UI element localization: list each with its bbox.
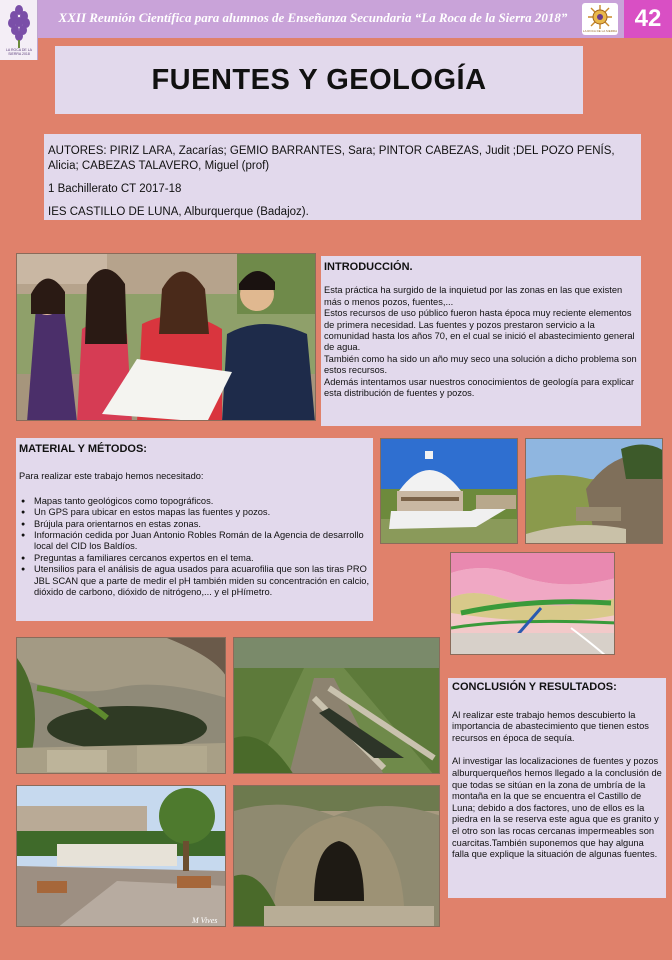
introduction-heading: INTRODUCCIÓN.: [324, 261, 413, 273]
students-photo: [16, 253, 316, 421]
dome-well-photo: [380, 438, 518, 544]
rock-pool-photo: [16, 637, 226, 774]
left-logo-text: LA ROCA DE LA SIERRA 2018: [5, 48, 33, 56]
lavender-icon: [4, 4, 34, 48]
right-logo-text: LA ROCA DE LA SIERRA: [582, 29, 618, 33]
plaza-photo: [16, 785, 226, 927]
geological-map: [450, 552, 615, 655]
conclusion-section: [448, 678, 666, 898]
list-item: ● Utensilios para el análisis de agua usados para acuarofilia que son las tiras PRO JBL SCAN que a parte de medir el pH también miden su concentración en calcio, dióxido de carbono, dióxido de nitrógeno,... y el pHímetro.: [19, 564, 370, 598]
conclusion-heading: CONCLUSIÓN Y RESULTADOS:: [452, 681, 617, 693]
roca-logo: [582, 3, 618, 35]
stone-well-photo: [233, 785, 440, 927]
methods-list: [19, 496, 370, 599]
authors-line: AUTORES: PIRIZ LARA, Zacarías; GEMIO BARRANTES, Sara; PINTOR CABEZAS, Judit ;DEL POZO PENÍS, Alicia; CABEZAS TALAVERO, Miguel (prof): [48, 145, 615, 172]
stone-trough-photo: [233, 637, 440, 774]
introduction-paragraph: También como ha sido un año muy seco una solución a dicho problema son estos recursos.: [324, 353, 637, 376]
list-item: ● Un GPS para ubicar en estos mapas las fuentes y pozos.: [19, 507, 370, 518]
conclusion-paragraph: Al investigar las localizaciones de fuentes y pozos alburquerqueños hemos llegado a la conclusión de que todas se sitúan en la zona de umbría de la montaña en la que se encuentra el Castillo de Luna; debido a dos factores, uno de ellos es la piedra en la se reserva este agua que es granito y el otro son las rocas cercanas impermeables son cuarcitas.También suponemos que hay alguna falla que explique la situación de algunas fuentes.: [452, 756, 662, 860]
rock-fountain-photo: [525, 438, 663, 544]
page-number-badge: 42: [624, 0, 672, 38]
list-item: ● Mapas tanto geológicos como topográficos.: [19, 496, 370, 507]
introduction-section: [321, 256, 641, 426]
poster-title-box: [55, 46, 583, 114]
introduction-paragraph: Además intentamos usar nuestros conocimientos de geología para explicar esta distribución de fuentes y pozos.: [324, 376, 635, 399]
lavender-logo: [0, 0, 38, 60]
introduction-paragraph: Esta práctica ha surgido de la inquietud por las zonas en las que existen más o menos pozos, fuentes,...: [324, 285, 623, 307]
introduction-paragraph: Estos recursos de uso público fueron hasta época muy reciente elementos de primera necesidad. Las fuentes y pozos prestaron servicio a la comunidad hasta los años 70, en el cual se inició el abastecimiento general de agua.: [324, 308, 635, 353]
authors-box: [44, 134, 641, 220]
conference-title: XXII Reunión Científica para alumnos de Enseñanza Secundaria “La Roca de la Sierra 2018”: [58, 10, 568, 25]
header-bar: [0, 0, 672, 38]
methods-heading: MATERIAL Y MÉTODOS:: [19, 443, 147, 455]
list-item: ● Preguntas a familiares cercanos expertos en el tema.: [19, 553, 370, 564]
sun-emblem-icon: [582, 3, 618, 31]
list-item: ● Brújula para orientarnos en estas zonas.: [19, 519, 370, 530]
list-item: ● Información cedida por Juan Antonio Robles Román de la Agencia de desarrollo local del CID los Baldíos.: [19, 530, 370, 553]
poster-title: FUENTES Y GEOLOGÍA: [151, 63, 487, 96]
course-line: 1 Bachillerato CT 2017-18: [48, 183, 182, 195]
photo-credit: M Vives: [192, 916, 218, 925]
methods-intro: Para realizar este trabajo hemos necesitado:: [19, 471, 204, 482]
school-line: IES CASTILLO DE LUNA, Alburquerque (Badajoz).: [48, 206, 309, 218]
methods-section: [16, 438, 373, 621]
conclusion-paragraph: Al realizar este trabajo hemos descubierto la importancia de abastecimiento que tienen estos recursos en época de sequía.: [452, 709, 649, 743]
